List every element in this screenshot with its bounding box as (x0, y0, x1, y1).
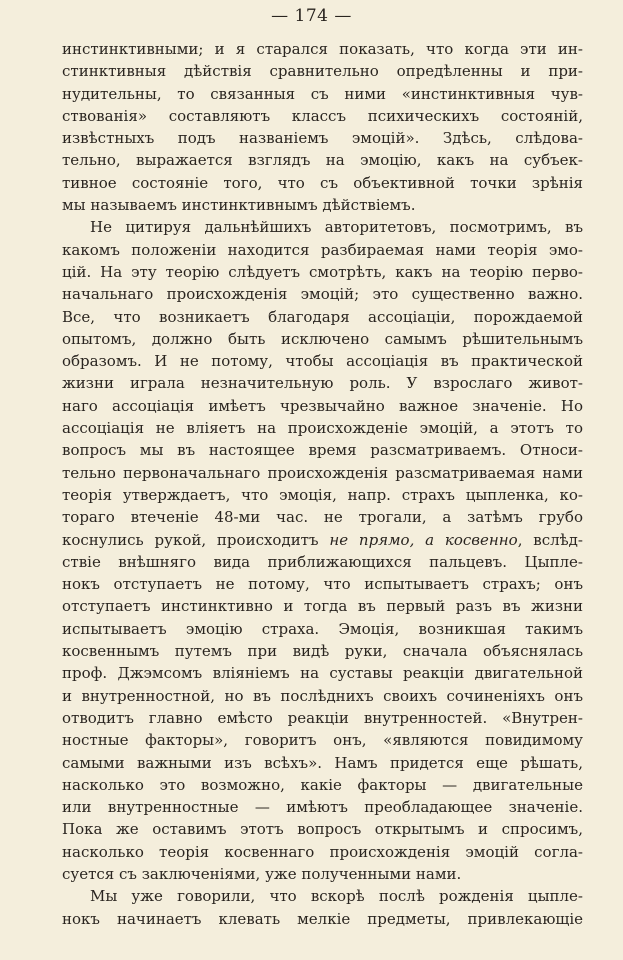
text-line: теорія утверждаетъ, что эмоція, напр. страхъ цыпленка, ко- (62, 485, 583, 504)
text-line: Все, что возникаетъ благодаря ассоціаціи, порождаемой (62, 307, 583, 326)
text-line: ностные факторы», говоритъ онъ, «являются повидимому (62, 731, 583, 750)
text-line: самыми важными изъ всѣхъ». Намъ придется еще рѣшать, (62, 753, 583, 772)
text-line: ствованія» составляютъ классъ психическихъ состояній, (62, 106, 583, 125)
text-line: отступаетъ инстинктивно и тогда въ первый разъ въ жизни (62, 597, 583, 616)
text-line: жизни играла незначительную роль. У взрослаго живот- (62, 374, 583, 393)
text-line: насколько теорія косвеннаго происхожденія эмоцій согла- (62, 842, 583, 861)
paragraph-3 (62, 885, 583, 930)
text-line-with-italic (62, 529, 583, 551)
text-body (62, 38, 583, 930)
text-line: какомъ положеніи находится разбираемая нами теорія эмо- (62, 240, 583, 259)
text-line: тивное состояніе того, что съ объективной точки зрѣнія (62, 173, 583, 192)
text-line: извѣстныхъ подъ названіемъ эмоцій». Здѣсь, слѣдова- (62, 129, 583, 148)
paragraph-1 (62, 38, 583, 216)
text-line: нокъ начинаетъ клевать мелкіе предметы, привлекающіе (62, 909, 583, 928)
text-line: тельно первоначальнаго происхожденія разсматриваемая нами (62, 463, 583, 482)
text-line: инстинктивными; и я старался показать, что когда эти ин- (62, 40, 583, 58)
page-number: — 174 — (271, 6, 352, 26)
text-line: испытываетъ эмоцію страха. Эмоція, возникшая такимъ (62, 619, 583, 638)
text-line: косвеннымъ путемъ при видѣ руки, сначала объяснялась (62, 642, 583, 661)
text-line: стинктивныя дѣйствія сравнительно опредѣленны и при- (62, 62, 583, 81)
text-line-start: коснулись рукой, происходитъ (62, 530, 330, 549)
text-line: ассоціація не вліяетъ на происхожденіе эмоцій, а этотъ то (62, 419, 583, 438)
text-line: нокъ отступаетъ не потому, что испытываетъ страхъ; онъ (62, 575, 583, 594)
text-line: Пока же оставимъ этотъ вопросъ открытымъ и спросимъ, (62, 820, 583, 839)
text-line: начальнаго происхожденія эмоцій; это существенно важно. (62, 285, 583, 304)
text-line: тораго втеченіе 48-ми час. не трогали, а затѣмъ грубо (62, 508, 583, 527)
text-line: отводитъ главно емѣсто реакціи внутренностей. «Внутрен- (62, 708, 583, 727)
italic-phrase: не прямо, а косвенно (329, 530, 518, 549)
text-line: или внутренностные — имѣютъ преобладающее значеніе. (62, 798, 583, 817)
text-line: ствіе внѣшняго вида приближающихся пальцевъ. Цыпле- (62, 552, 583, 571)
text-line: суется съ заключеніями, уже полученными нами. (62, 864, 462, 883)
text-line: наго ассоціація имѣетъ чрезвычайно важное значеніе. Но (62, 396, 583, 415)
text-line: мы называемъ инстинктивнымъ дѣйствіемъ. (62, 196, 416, 215)
text-line: Не цитируя дальнѣйшихъ авторитетовъ, посмотримъ, въ (90, 218, 583, 237)
text-line: и внутренностной, но въ послѣднихъ своихъ сочиненіяхъ онъ (62, 686, 583, 705)
paragraph-2 (62, 216, 583, 885)
text-line: образомъ. И не потому, чтобы ассоціація въ практической (62, 352, 583, 371)
text-line: Мы уже говорили, что вскорѣ послѣ рожденія цыпле- (90, 887, 583, 906)
text-line: насколько это возможно, какіе факторы — двигательные (62, 775, 583, 794)
text-line: цій. На эту теорію слѣдуетъ смотрѣть, какъ на теорію перво- (62, 262, 583, 281)
text-line: проф. Джэмсомъ вліяніемъ на суставы реакціи двигательной (62, 664, 583, 683)
text-line: вопросъ мы въ настоящее время разсматриваемъ. Относи- (62, 441, 583, 460)
text-line: опытомъ, должно быть исключено самымъ рѣшительнымъ (62, 329, 583, 348)
text-line: тельно, выражается взглядъ на эмоцію, какъ на субъек- (62, 151, 583, 170)
text-line: нудительны, то связанныя съ ними «инстинктивныя чув- (62, 84, 583, 103)
text-line-end: , вслѣд- (517, 530, 583, 549)
